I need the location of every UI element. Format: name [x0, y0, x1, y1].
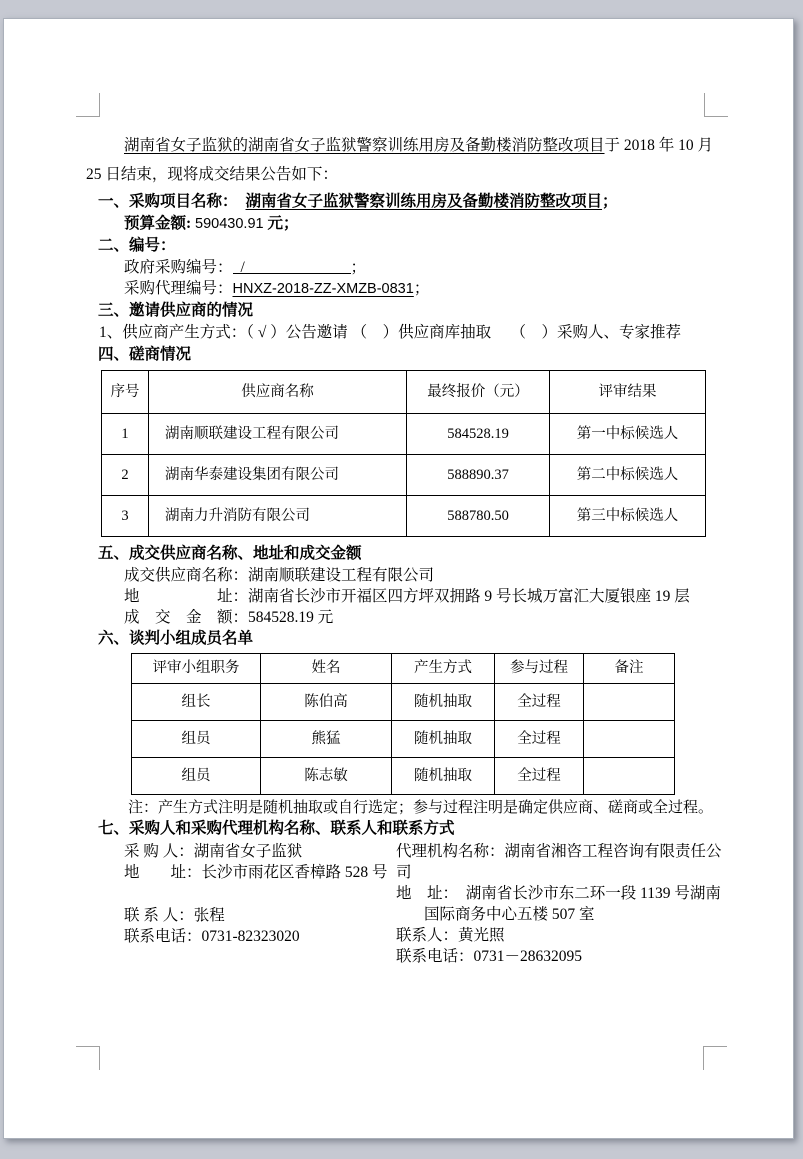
document-page	[3, 18, 794, 1139]
cell-name: 陈志敏	[261, 758, 392, 795]
table-note: 注：产生方式注明是随机抽取或自行选定；参与过程注明是确定供应商、磋商或全过程。	[128, 800, 714, 816]
agent-code-tail: ；	[413, 280, 430, 297]
supplier-method-line: 1、供应商产生方式：（ √ ）公告邀请 （ ）供应商库抽取 （ ）采购人、专家推荐	[99, 324, 682, 341]
cell-price: 588780.50	[407, 496, 550, 537]
intro-underlined-text: 湖南省女子监狱的湖南省女子监狱警察训练用房及备勤楼消防整改项目	[124, 137, 605, 154]
winner-amount-line: 成 交 金 额：584528.19 元	[124, 609, 334, 626]
cell-name: 熊猛	[261, 721, 392, 758]
buyer-contact-column	[124, 841, 396, 967]
contact-block	[124, 841, 722, 967]
panel-member-table	[131, 653, 675, 795]
cell-process: 全过程	[495, 758, 584, 795]
table-row	[102, 455, 706, 496]
budget-label: 预算金额:	[124, 215, 192, 232]
cell-price: 588890.37	[407, 455, 550, 496]
section4-heading: 四、磋商情况	[98, 346, 192, 363]
col-header-process: 参与过程	[495, 654, 584, 684]
table-row	[102, 414, 706, 455]
cell-process: 全过程	[495, 684, 584, 721]
agency-phone-line: 联系电话：0731－28632095	[396, 948, 583, 965]
cell-method: 随机抽取	[392, 684, 495, 721]
buyer-phone-line: 联系电话：0731-82323020	[124, 928, 300, 945]
cell-method: 随机抽取	[392, 758, 495, 795]
cell-supplier: 湖南华泰建设集团有限公司	[149, 455, 407, 496]
agency-contact-column	[396, 841, 722, 967]
section3-heading: 三、邀请供应商的情况	[98, 302, 254, 319]
table-row	[132, 758, 675, 795]
section1-heading-line	[98, 191, 722, 213]
gov-code-label: 政府采购编号：	[124, 259, 233, 276]
col-header-name: 姓名	[261, 654, 392, 684]
section6-heading: 六、谈判小组成员名单	[98, 630, 254, 647]
col-header-result: 评审结果	[550, 371, 706, 414]
table-header-row	[102, 371, 706, 414]
section2-heading: 二、编号：	[98, 237, 176, 254]
budget-tail: 元；	[267, 215, 299, 232]
cell-price: 584528.19	[407, 414, 550, 455]
gov-code-blank: /	[233, 257, 351, 274]
cell-name: 陈伯高	[261, 684, 392, 721]
cell-remark	[584, 684, 675, 721]
intro-paragraph	[86, 131, 722, 189]
margin-mark-top-right	[704, 93, 728, 117]
cell-role: 组员	[132, 721, 261, 758]
table-header-row	[132, 654, 675, 684]
cell-index: 1	[102, 414, 149, 455]
cell-method: 随机抽取	[392, 721, 495, 758]
cell-index: 3	[102, 496, 149, 537]
buyer-addr-line: 地 址：长沙市雨花区香樟路 528 号	[124, 864, 388, 881]
section7-heading: 七、采购人和采购代理机构名称、联系人和联系方式	[98, 820, 455, 837]
buyer-name-line: 采 购 人：湖南省女子监狱	[124, 843, 303, 860]
agency-addr-line: 地 址： 湖南省长沙市东二环一段 1139 号湖南国际商务中心五楼 507 室	[396, 885, 721, 923]
cell-remark	[584, 758, 675, 795]
agent-code-label: 采购代理编号：	[124, 280, 233, 297]
section5-heading: 五、成交供应商名称、地址和成交金额	[98, 545, 362, 562]
cell-result: 第二中标候选人	[550, 455, 706, 496]
gov-code-line	[124, 257, 722, 278]
cell-result: 第一中标候选人	[550, 414, 706, 455]
cell-result: 第三中标候选人	[550, 496, 706, 537]
budget-value: 590430.91	[195, 216, 264, 232]
cell-role: 组员	[132, 758, 261, 795]
agent-code-line	[124, 278, 722, 300]
document-content	[86, 131, 722, 967]
winner-name-line: 成交供应商名称：湖南顺联建设工程有限公司	[124, 567, 435, 584]
col-header-index: 序号	[102, 371, 149, 414]
agency-contact-line: 联系人：黄光照	[396, 927, 505, 944]
cell-process: 全过程	[495, 721, 584, 758]
col-header-method: 产生方式	[392, 654, 495, 684]
col-header-supplier: 供应商名称	[149, 371, 407, 414]
margin-mark-top-left	[76, 93, 100, 117]
table-row	[132, 684, 675, 721]
margin-mark-bottom-right	[703, 1046, 727, 1070]
budget-line	[124, 213, 722, 235]
negotiation-table	[101, 370, 706, 537]
winner-addr-line: 地 址：湖南省长沙市开福区四方坪双拥路 9 号长城万富汇大厦银座 19 层	[124, 588, 690, 605]
table-row	[102, 496, 706, 537]
intro-rest-text: 于 2018 年 10 月 25 日结束，现将成交结果公告如下：	[86, 137, 714, 183]
buyer-contact-line: 联 系 人：张程	[124, 907, 225, 924]
margin-mark-bottom-left	[76, 1046, 100, 1070]
project-name-tail: ；	[602, 193, 618, 210]
col-header-role: 评审小组职务	[132, 654, 261, 684]
col-header-remark: 备注	[584, 654, 675, 684]
project-name: 湖南省女子监狱警察训练用房及备勤楼消防整改项目	[245, 193, 603, 210]
table-row	[132, 721, 675, 758]
col-header-price: 最终报价（元）	[407, 371, 550, 414]
cell-supplier: 湖南力升消防有限公司	[149, 496, 407, 537]
section1-heading: 一、采购项目名称：	[98, 193, 238, 210]
cell-role: 组长	[132, 684, 261, 721]
agency-name-line: 代理机构名称：湖南省湘咨工程咨询有限责任公司	[396, 843, 722, 881]
cell-index: 2	[102, 455, 149, 496]
cell-supplier: 湖南顺联建设工程有限公司	[149, 414, 407, 455]
agent-code-value: HNXZ-2018-ZZ-XMZB-0831	[232, 281, 414, 297]
cell-remark	[584, 721, 675, 758]
gov-code-tail: ；	[350, 259, 367, 276]
